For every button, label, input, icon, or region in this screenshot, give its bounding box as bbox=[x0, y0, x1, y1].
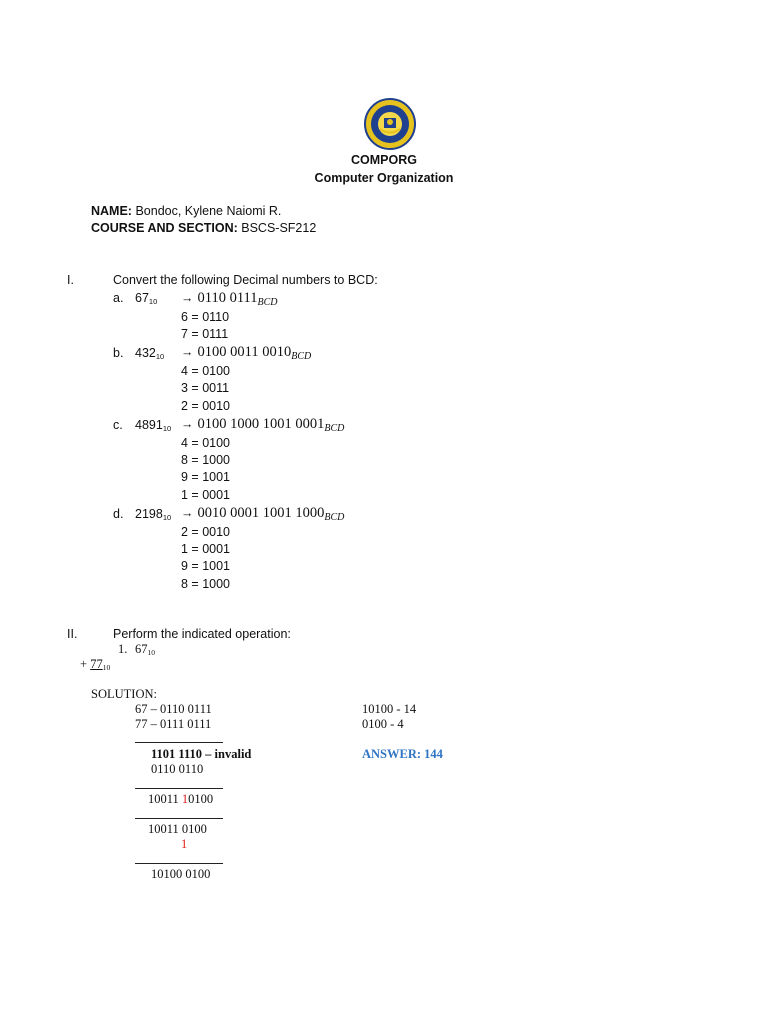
arrow-icon: → bbox=[181, 291, 194, 305]
item-d-step: 9 = 1001 bbox=[181, 559, 231, 573]
item-d-result: → 0010 0001 1001 1000BCD bbox=[181, 505, 345, 523]
solution-label: SOLUTION: bbox=[91, 687, 157, 701]
part2-instruction: Perform the indicated operation: bbox=[113, 627, 291, 641]
step1-divider bbox=[135, 788, 223, 789]
item-d-step: 8 = 1000 bbox=[181, 577, 231, 591]
item-a-step: 6 = 0110 bbox=[181, 310, 230, 324]
arrow-icon: → bbox=[181, 417, 194, 431]
course-section-line bbox=[91, 222, 316, 235]
section-value: BSCS-SF212 bbox=[241, 221, 317, 235]
carry-one: 1 bbox=[181, 837, 188, 851]
operand-1: $67_{10}$ bbox=[135, 642, 155, 657]
note-14: 10100 - 14 bbox=[362, 702, 417, 716]
item-b-number: $432_{10}$ bbox=[135, 346, 165, 361]
item-d-number: $2198_{10}$ bbox=[135, 507, 172, 522]
step1-result: 10011 10100 bbox=[148, 792, 214, 806]
correction-value: 0110 0110 bbox=[151, 762, 204, 776]
answer: ANSWER: 144 bbox=[362, 747, 443, 761]
item-a-result: → 0110 0111BCD bbox=[181, 290, 278, 308]
name-label: NAME: bbox=[91, 204, 132, 218]
final-result: 10100 0100 bbox=[151, 867, 211, 881]
item-a-letter: a. bbox=[113, 291, 124, 305]
part2-numeral: II. bbox=[67, 627, 78, 641]
school-seal-logo bbox=[364, 98, 416, 150]
student-name-line bbox=[91, 205, 281, 218]
item-d-step: 1 = 0001 bbox=[181, 542, 231, 556]
section-label: COURSE AND SECTION: bbox=[91, 221, 238, 235]
item-b-step: 4 = 0100 bbox=[181, 364, 231, 378]
item-c-step: 9 = 1001 bbox=[181, 470, 231, 484]
item-a-step: 7 = 0111 bbox=[181, 327, 229, 341]
problem-number: 1. bbox=[118, 642, 128, 656]
item-c-number: $4891_{10}$ bbox=[135, 418, 172, 433]
item-b-step: 2 = 0010 bbox=[181, 399, 231, 413]
sum-invalid: 1101 1110 – invalid bbox=[151, 747, 252, 761]
item-c-step: 4 = 0100 bbox=[181, 436, 231, 450]
item-b-letter: b. bbox=[113, 346, 124, 360]
step2-divider bbox=[135, 818, 223, 819]
part1-instruction: Convert the following Decimal numbers to BCD: bbox=[113, 273, 378, 287]
item-b-result: → 0100 0011 0010BCD bbox=[181, 344, 312, 362]
sum-divider bbox=[135, 742, 223, 743]
item-a-number: $67_{10}$ bbox=[135, 291, 158, 306]
step2-result: 10011 0100 bbox=[148, 822, 207, 836]
course-code: COMPORG bbox=[351, 153, 417, 167]
final-divider bbox=[135, 863, 223, 864]
arrow-icon: → bbox=[181, 345, 194, 359]
course-title: Computer Organization bbox=[314, 171, 454, 185]
solution-line-67: 67 – 0110 0111 bbox=[135, 702, 212, 716]
operand-2: + $77_{10}$ bbox=[80, 657, 111, 672]
carry-digit: 1 bbox=[181, 792, 189, 806]
name-value: Bondoc, Kylene Naiomi R. bbox=[135, 204, 282, 218]
solution-line-77: 77 – 0111 0111 bbox=[135, 717, 212, 731]
arrow-icon: → bbox=[181, 506, 194, 520]
item-c-step: 1 = 0001 bbox=[181, 488, 231, 502]
item-c-result: → 0100 1000 1001 0001BCD bbox=[181, 416, 345, 434]
item-d-letter: d. bbox=[113, 507, 124, 521]
item-b-step: 3 = 0011 bbox=[181, 381, 230, 395]
item-c-step: 8 = 1000 bbox=[181, 453, 231, 467]
note-4: 0100 - 4 bbox=[362, 717, 404, 731]
item-c-letter: c. bbox=[113, 418, 123, 432]
part1-numeral: I. bbox=[67, 273, 74, 287]
item-d-step: 2 = 0010 bbox=[181, 525, 231, 539]
